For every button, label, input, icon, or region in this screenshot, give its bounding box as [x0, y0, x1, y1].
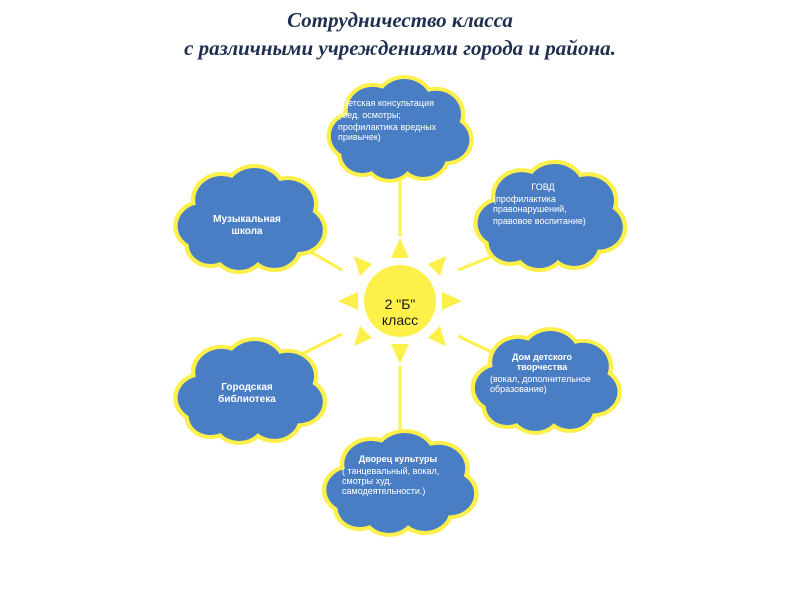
title-line-1: Сотрудничество класса [287, 8, 513, 32]
node-consultation-detail-1: (мед. осмотры; [338, 110, 401, 120]
sun-ray [391, 238, 409, 258]
sun-ray [428, 326, 446, 346]
title-line-2: с различными учреждениями города и района. [184, 36, 616, 60]
node-palace-culture-detail-1: ( танцевальный, вокал, смотры худ. самодеятельности.) [342, 466, 440, 496]
node-music-school-title: Музыкальная школа [213, 214, 281, 237]
node-consultation [338, 98, 438, 142]
sun-ray [428, 256, 446, 276]
node-music-school [198, 214, 296, 238]
node-house-creativity [490, 352, 594, 394]
class-label-line-1: 2 "Б" [384, 296, 416, 312]
node-govd [493, 182, 593, 226]
sun-ray [338, 292, 358, 310]
node-consultation-detail-2: профилактика вредных привычек) [338, 122, 437, 142]
node-house-creativity-title: Дом детского творчества [512, 352, 572, 372]
node-consultation-title: Детская консультация [342, 98, 434, 108]
node-palace-culture-title: Дворец культуры [358, 454, 438, 464]
node-palace-culture [342, 454, 454, 496]
node-govd-detail-1: (профилактика правонарушений, [493, 194, 567, 214]
class-label-line-2: класс [381, 312, 419, 328]
sun-ray [354, 326, 372, 346]
sun-ray [442, 292, 462, 310]
node-govd-title: ГОВД [531, 182, 555, 192]
node-govd-detail-2: правовое воспитание) [493, 216, 586, 226]
class-label [360, 296, 440, 328]
node-library [198, 382, 296, 406]
node-library-title: Городская библиотека [218, 382, 276, 405]
node-house-creativity-detail-1: (вокал, дополнительное образование) [490, 374, 591, 394]
sun-ray [391, 344, 409, 364]
sun-ray [354, 256, 372, 276]
